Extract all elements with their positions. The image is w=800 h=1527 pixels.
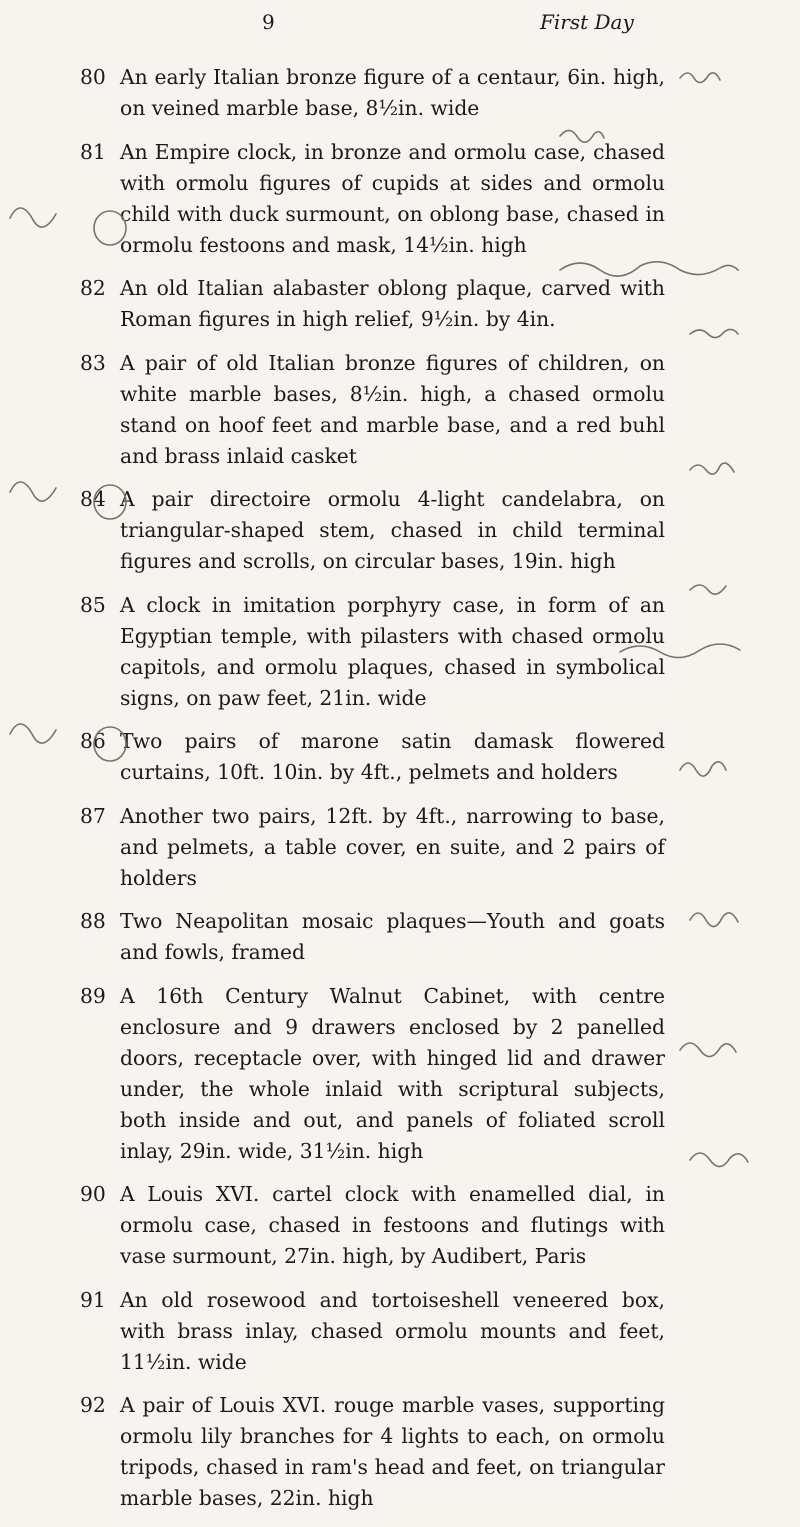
lot-description: An early Italian bronze figure of a centaur, 6in. high, on veined marble base, 8½in. wide — [120, 65, 665, 120]
lot-description: Another two pairs, 12ft. by 4ft., narrowing to base, and pelmets, a table cover, en suite, and 2 pairs of holders — [120, 803, 665, 890]
lot-item — [0, 801, 800, 894]
lot-number: 84 — [80, 487, 106, 511]
lot-item — [0, 1390, 800, 1514]
lot-item — [0, 590, 800, 714]
lot-description: A pair of Louis XVI. rouge marble vases, supporting ormolu lily branches for 4 lights to each, on ormolu tripods, chased in ram's head and feet, on triangular marble bases, 22in. high — [120, 1393, 665, 1510]
lot-item — [0, 981, 800, 1167]
lot-number: 88 — [80, 909, 106, 933]
page-number: 9 — [262, 10, 275, 34]
lot-item — [0, 1285, 800, 1378]
lot-number: 85 — [80, 592, 106, 617]
lot-number: 83 — [80, 350, 106, 375]
lot-item — [0, 906, 800, 968]
lot-description: A Louis XVI. cartel clock with enamelled dial, in ormolu case, chased in festoons and flutings with vase surmount, 27in. high, by Audibert, Paris — [120, 1182, 665, 1268]
lot-item — [0, 484, 800, 577]
page-header — [0, 10, 800, 40]
lot-description: A pair of old Italian bronze figures of children, on white marble bases, 8½in. high, a chased ormolu stand on hoof feet and marble base, and a red buhl and brass inlaid casket — [120, 350, 665, 468]
running-title: First Day — [540, 10, 634, 34]
lot-number: 87 — [80, 803, 106, 828]
lot-description: A 16th Century Walnut Cabinet, with centre enclosure and 9 drawers enclosed by 2 panelled doors, receptacle over, with hinged lid and drawer under, the whole inlaid with scriptural subjects, both inside and out, and panels of foliated scroll inlay, 29in. wide, 31½in. high — [120, 983, 665, 1163]
lot-description: An old rosewood and tortoiseshell veneered box, with brass inlay, chased ormolu mounts and feet, 11½in. wide — [120, 1287, 665, 1374]
lot-number: 86 — [80, 729, 106, 753]
lot-item — [0, 348, 800, 472]
lot-description: A clock in imitation porphyry case, in form of an Egyptian temple, with pilasters with chased ormolu capitols, and ormolu plaques, chased in symbolical signs, on paw feet, 21in. wide — [120, 592, 665, 710]
lot-description: An old Italian alabaster oblong plaque, carved with Roman figures in high relief, 9½in. by 4in. — [120, 276, 665, 331]
lot-number: 92 — [80, 1393, 106, 1417]
lot-description: Two Neapolitan mosaic plaques—Youth and goats and fowls, framed — [120, 909, 665, 964]
lot-item — [0, 273, 800, 335]
lot-item — [0, 62, 800, 124]
lot-number: 91 — [80, 1287, 106, 1312]
lot-number: 80 — [80, 65, 106, 89]
lot-number: 89 — [80, 983, 106, 1008]
lot-item — [0, 137, 800, 261]
lot-number: 90 — [80, 1182, 106, 1206]
lot-list — [0, 62, 800, 1527]
lot-description: A pair directoire ormolu 4-light candelabra, on triangular-shaped stem, chased in child terminal figures and scrolls, on circular bases, 19in. high — [120, 487, 665, 573]
lot-item — [0, 726, 800, 788]
lot-number: 82 — [80, 276, 106, 300]
lot-number: 81 — [80, 139, 106, 164]
lot-item — [0, 1179, 800, 1272]
lot-description: Two pairs of marone satin damask flowered curtains, 10ft. 10in. by 4ft., pelmets and holders — [120, 729, 665, 784]
lot-description: An Empire clock, in bronze and ormolu case, chased with ormolu figures of cupids at sides and ormolu child with duck surmount, on oblong base, chased in ormolu festoons and mask, 14½in. high — [120, 139, 665, 257]
